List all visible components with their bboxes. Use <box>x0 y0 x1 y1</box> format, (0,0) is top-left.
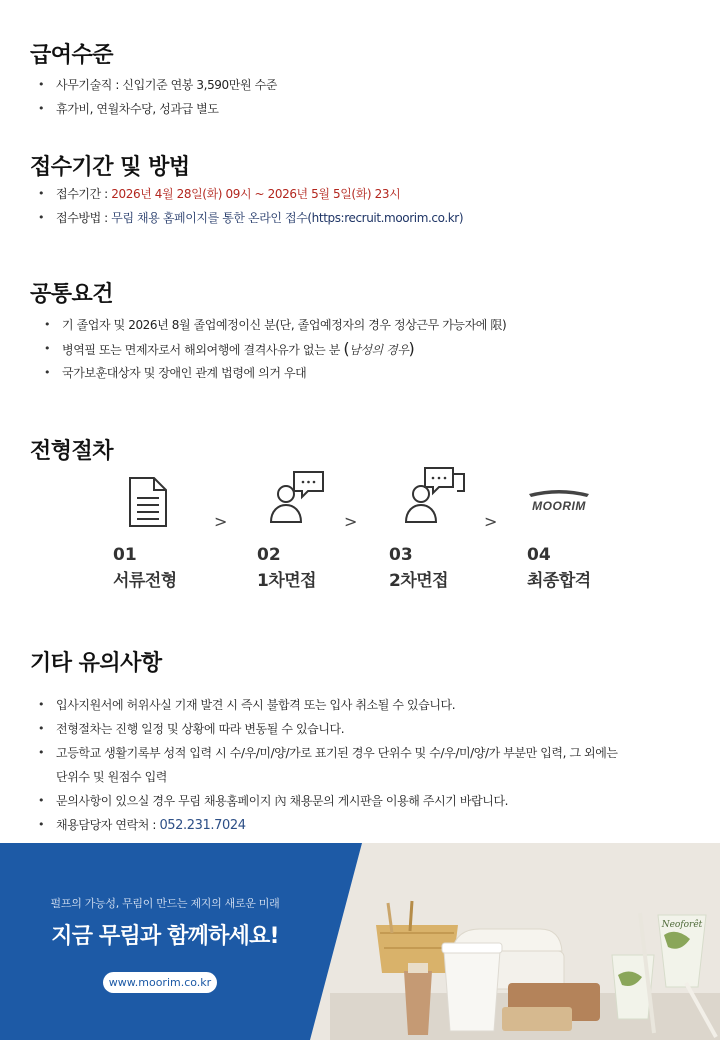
list-item: • 전형절차는 진행 일정 및 상황에 따라 변동될 수 있습니다. <box>36 720 618 744</box>
step-label: 1차면접 <box>257 571 317 591</box>
chevron-right-icon: > <box>344 512 358 531</box>
person-double-speech-bubble-icon <box>403 466 467 524</box>
method-value[interactable]: 무림 채용 홈페이지를 통한 온라인 접수(https:recruit.moorim.co.kr) <box>111 211 464 225</box>
list-item <box>42 340 506 364</box>
step-number: 03 <box>389 545 413 565</box>
period-label: 접수기간 : <box>56 187 112 201</box>
moorim-logo <box>525 488 593 514</box>
banner-subtitle: 펄프의 가능성, 무림이 만드는 제지의 새로운 미래 <box>50 897 280 910</box>
salary-list <box>36 76 277 124</box>
list-item: • 입사지원서에 허위사실 기재 발견 시 즉시 불합격 또는 입사 취소될 수 있습니다. <box>36 696 618 720</box>
application-list <box>36 185 463 233</box>
note-line: 고등학교 생활기록부 성적 입력 시 수/우/미/양/가로 표기된 경우 단위수 및 수/우/미/양/가 부분만 입력, 그 외에는 <box>56 746 618 760</box>
step-label: 서류전형 <box>113 571 177 591</box>
cup-brand-text: Neoforêt <box>661 920 703 930</box>
list-item <box>36 209 463 233</box>
chevron-right-icon: > <box>214 512 228 531</box>
list-item <box>36 741 618 789</box>
contact-phone[interactable]: 052.231.7024 <box>159 818 246 833</box>
list-item: • 사무기술직 : 신입기준 연봉 3,590만원 수준 <box>36 76 277 100</box>
requirement-military: 병역필 또는 면제자로서 해외여행에 결격사유가 없는 분 <box>62 343 344 357</box>
method-label: 접수방법 : <box>56 211 112 225</box>
chevron-right-icon: > <box>484 512 498 531</box>
recruit-banner <box>0 843 720 1040</box>
banner-headline: 지금 무림과 함께하세요! <box>51 924 279 949</box>
application-title: 접수기간 및 방법 <box>30 155 190 180</box>
notes-title: 기타 유의사항 <box>30 651 162 676</box>
requirements-title: 공통요건 <box>30 282 114 307</box>
contact-label: 채용담당자 연락처 : <box>56 818 160 832</box>
process-title: 전형절차 <box>30 439 114 464</box>
open-paren: ( <box>343 339 350 358</box>
handwritten-note: 남성의 경우 <box>349 343 409 357</box>
notes-list <box>36 696 618 840</box>
period-value: 2026년 4월 28일(화) 09시 ~ 2026년 5월 5일(화) 23시 <box>111 187 401 201</box>
list-item: • 기 졸업자 및 2026년 8월 졸업예정이신 분(단, 졸업예정자의 경우 정상근무 가능자에 限) <box>42 316 506 340</box>
list-item: • 휴가비, 연월차수당, 성과급 별도 <box>36 100 277 124</box>
close-paren: ) <box>408 339 415 358</box>
step-label: 2차면접 <box>389 571 449 591</box>
salary-title: 급여수준 <box>30 43 114 68</box>
list-item <box>36 185 463 209</box>
person-speech-bubble-icon <box>268 470 326 524</box>
list-item: • 국가보훈대상자 및 장애인 관계 법령에 의거 우대 <box>42 364 506 388</box>
step-label: 최종합격 <box>527 571 591 591</box>
requirements-list <box>42 316 506 388</box>
website-link-button[interactable]: www.moorim.co.kr <box>103 972 217 993</box>
step-number: 04 <box>527 545 551 565</box>
step-number: 01 <box>113 545 137 565</box>
document-icon <box>126 476 170 528</box>
list-item: • 문의사항이 있으실 경우 무림 채용홈페이지 內 채용문의 게시판을 이용해 주시기 바랍니다. <box>36 792 618 816</box>
note-line: 단위수 및 원점수 입력 <box>56 770 167 784</box>
step-number: 02 <box>257 545 281 565</box>
logo-text: MOORIM <box>532 499 586 513</box>
list-item <box>36 816 618 840</box>
